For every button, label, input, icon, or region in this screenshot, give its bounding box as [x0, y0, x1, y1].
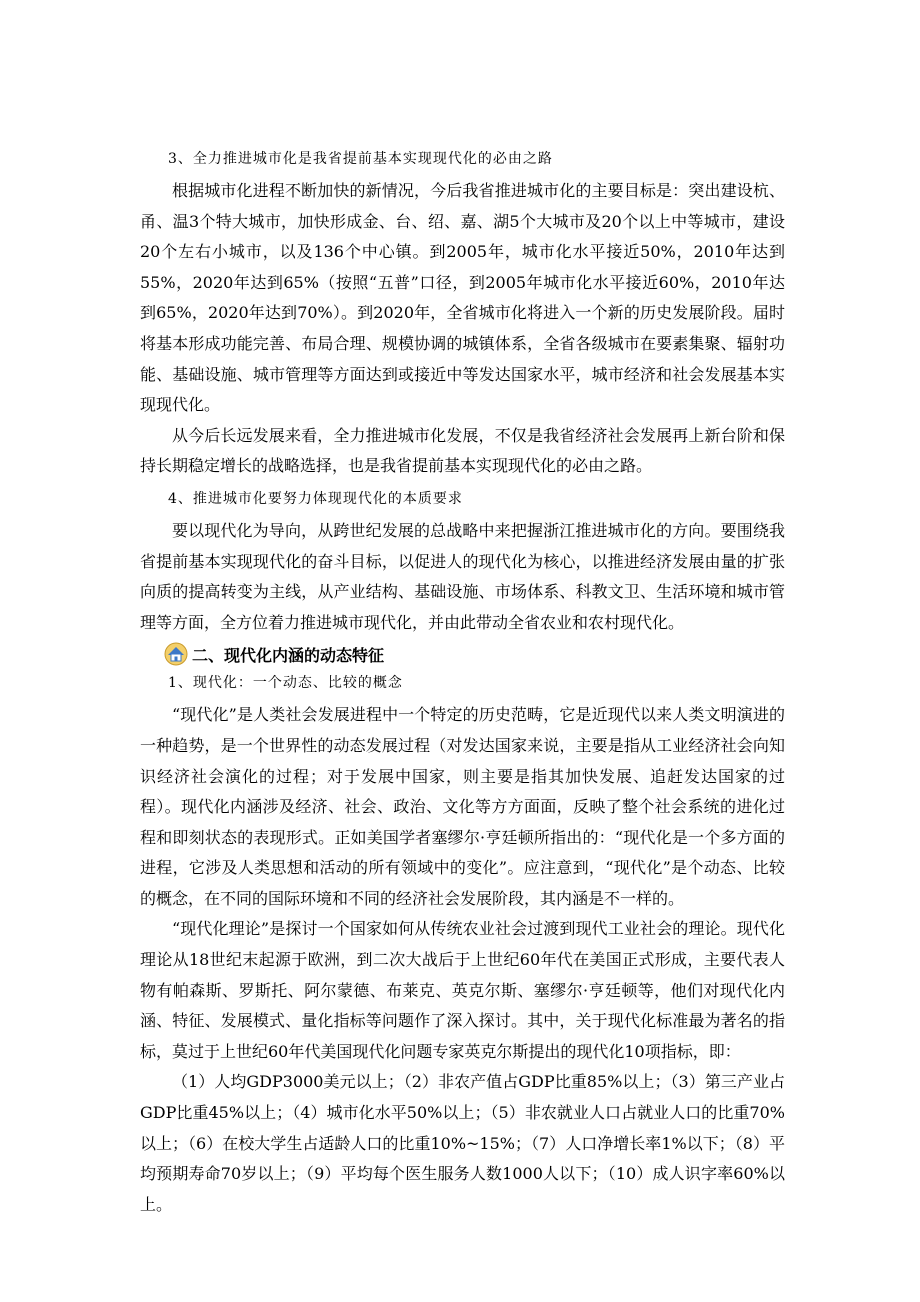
paragraph-ten-indicators: （1）人均GDP3000美元以上；（2）非农产值占GDP比重85%以上；（3）第三产业占GDP比重45%以上；（4）城市化水平50%以上；（5）非农就业人口占就业人口的比重70%以上；（6）在校大学生占适龄人口的比重10%~15%；（7）人口净增长率1%以下；（8）平均预期寿命70岁以上；（9）平均每个医生服务人数1000人以下；（10）成人识字率60%以上。 [140, 1072, 785, 1214]
subheading-1: 1、现代化：一个动态、比较的概念 [168, 675, 403, 692]
section-heading-2 [164, 638, 785, 670]
subheading-4: 4、推进城市化要努力体现现代化的本质要求 [168, 490, 463, 507]
document-body [140, 146, 785, 1220]
paragraph-modernization-definition: “现代化”是人类社会发展进程中一个特定的历史范畴，它是近现代以来人类文明演进的一种趋势，是一个世界性的动态发展过程（对发达国家来说，主要是指从工业经济社会向知识经济社会演化的过程；对于发展中国家，则主要是指其加快发展、追赶发达国家的过程）。现代化内涵涉及经济、社会、政治、文化等方方面面，反映了整个社会系统的进化过程和即刻状态的表现形式。正如美国学者塞缪尔·亨廷顿所指出的：“现代化是一个多方面的进程，它涉及人类思想和活动的所有领域中的变化”。应注意到，“现代化”是个动态、比较的概念，在不同的国际环境和不同的经济社会发展阶段，其内涵是不一样的。 [140, 705, 785, 908]
paragraph-urbanization-goals: 根据城市化进程不断加快的新情况，今后我省推进城市化的主要目标是：突出建设杭、甬、温3个特大城市，加快形成金、台、绍、嘉、湖5个大城市及20个以上中等城市，建设20个左右小城市，以及136个中心镇。到2005年，城市化水平接近50%，2010年达到55%，2020年达到65%（按照“五普”口径，到2005年城市化水平接近60%，2010年达到65%，2020年达到70%）。到2020年，全省城市化将进入一个新的历史发展阶段。届时将基本形成功能完善、布局合理、规模协调的城镇体系，全省各级城市在要素集聚、辐射功能、基础设施、城市管理等方面达到或接近中等发达国家水平，城市经济和社会发展基本实现现代化。 [140, 181, 785, 415]
subheading-3: 3、全力推进城市化是我省提前基本实现现代化的必由之路 [168, 151, 553, 167]
paragraph-modernization-orientation: 要以现代化为导向，从跨世纪发展的总战略中来把握浙江推进城市化的方向。要围绕我省提前基本实现现代化的奋斗目标，以促进人的现代化为核心，以推进经济发展由量的扩张向质的提高转变为主线，从产业结构、基础设施、市场体系、科教文卫、生活环境和城市管理等方面，全方位着力推进城市现代化，并由此带动全省农业和农村现代化。 [140, 520, 785, 632]
section-title: 二、现代化内涵的动态特征 [192, 645, 385, 665]
paragraph-modernization-theory: “现代化理论”是探讨一个国家如何从传统农业社会过渡到现代工业社会的理论。现代化理论从18世纪末起源于欧洲，到二次大战后于上世纪60年代在美国正式形成，主要代表人物有帕森斯、罗斯托、阿尔蒙德、布莱克、英克尔斯、塞缪尔·亨廷顿等，他们对现代化内涵、特征、发展模式、量化指标等问题作了深入探讨。其中，关于现代化标准最为著名的指标，莫过于上世纪60年代美国现代化问题专家英克尔斯提出的现代化10项指标，即： [140, 919, 785, 1061]
home-icon [164, 642, 188, 666]
paragraph-long-term-development: 从今后长远发展来看，全力推进城市化发展，不仅是我省经济社会发展再上新台阶和保持长期稳定增长的战略选择，也是我省提前基本实现现代化的必由之路。 [140, 425, 785, 476]
